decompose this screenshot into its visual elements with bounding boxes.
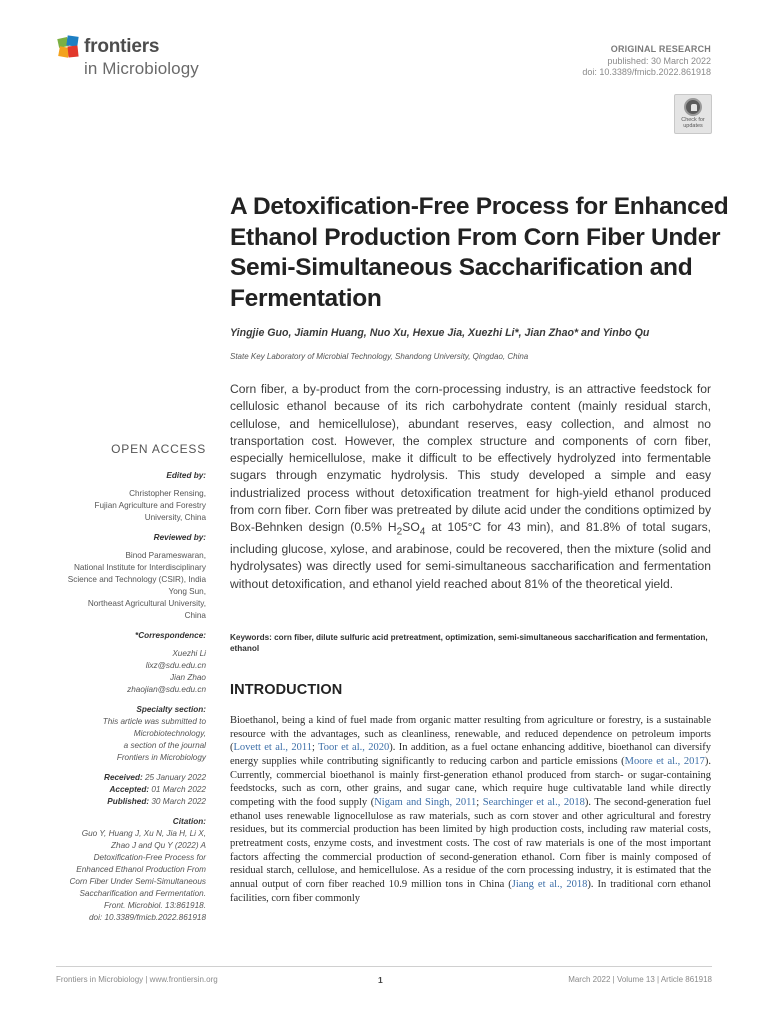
edited-by-label: Edited by: — [166, 471, 206, 480]
published-date: published: 30 March 2022 — [607, 55, 711, 66]
citation-link[interactable]: Nigam and Singh, 2011 — [374, 796, 477, 808]
footer-journal[interactable]: Frontiers in Microbiology | www.frontiersin.org — [56, 975, 218, 984]
article-type: ORIGINAL RESEARCH — [610, 44, 711, 54]
citation-line-3: Detoxification-Free Process for — [93, 853, 206, 862]
citation-link[interactable]: Moore et al., 2017 — [624, 755, 705, 767]
citation-link[interactable]: Jiang et al., 2018 — [511, 878, 588, 890]
abstract-subscript-1: 2 — [396, 526, 403, 538]
abstract-text-2: SO — [402, 520, 420, 535]
article-info-sidebar — [40, 470, 206, 924]
editor-affiliation-1: Fujian Agriculture and Forestry — [94, 501, 206, 510]
check-updates-label-2: updates — [683, 123, 703, 129]
open-access-label: OPEN ACCESS — [111, 442, 206, 456]
frontiers-logo-icon — [56, 34, 82, 60]
footer-issue: March 2022 | Volume 13 | Article 861918 — [568, 975, 712, 984]
abstract — [230, 381, 711, 593]
citation-line-4: Enhanced Ethanol Production From — [76, 865, 206, 874]
logo-wordmark: frontiers — [84, 36, 160, 57]
reviewer-1-affiliation-1: National Institute for Interdisciplinary — [74, 563, 206, 572]
reviewer-2-affiliation-2: China — [184, 611, 206, 620]
article-title: A Detoxification-Free Process for Enhanced Ethanol Production From Corn Fiber Under Semi-Simultaneous Saccharification and Fermentation — [230, 193, 729, 312]
abstract-text-1: Corn fiber, a by-product from the corn-processing industry, is an attractive feedstock for cellulosic ethanol because of its rich carbohydrate content (mainly residual starch, cellulose, and hemicellulose), abundant reserves, easy collection, and almost no transportation cost. However, the complex structure and components of corn fiber, especially hemicellulose, make it difficult to be effectively hydrolyzed into fermentable sugars through enzymatic hydrolysis. This study developed a simple and easy industrialized process without detoxification treatment for high-yield ethanol produced from corn fiber. Corn fiber was pretreated by dilute acid under the conditions optimized by Box-Behnken design (0.5% H — [230, 382, 711, 535]
reviewer-1-name: Binod Parameswaran, — [125, 551, 206, 560]
author-list: Yingjie Guo, Jiamin Huang, Nuo Xu, Hexue Jia, Xuezhi Li*, Jian Zhao* and Yinbo Qu — [230, 327, 650, 339]
journal-logo[interactable] — [56, 34, 216, 84]
accepted-date: Accepted: 01 March 2022 — [109, 785, 206, 794]
footer-divider — [56, 966, 712, 967]
citation-line-1: Guo Y, Huang J, Xu N, Jia H, Li X, — [81, 829, 206, 838]
citation-label: Citation: — [172, 817, 206, 826]
introduction-heading: INTRODUCTION — [230, 682, 343, 698]
corresponding-author-1: Xuezhi Li — [172, 649, 206, 658]
citation-line-8[interactable]: doi: 10.3389/fmicb.2022.861918 — [89, 913, 206, 922]
specialty-line-3: a section of the journal — [123, 741, 206, 750]
corresponding-author-2: Jian Zhao — [170, 673, 206, 682]
corresponding-email-2[interactable]: zhaojian@sdu.edu.cn — [127, 685, 206, 694]
published-label: Published: — [107, 797, 150, 806]
specialty-line-1: This article was submitted to — [102, 717, 206, 726]
reviewer-1-affiliation-2: Science and Technology (CSIR), India — [67, 575, 206, 584]
article-doi[interactable]: doi: 10.3389/fmicb.2022.861918 — [582, 67, 711, 77]
citation-link[interactable]: Toor et al., 2020 — [318, 742, 390, 754]
abstract-subscript-2: 4 — [419, 526, 426, 538]
specialty-section-label: Specialty section: — [136, 705, 206, 714]
editor-affiliation-2: University, China — [144, 513, 206, 522]
citation-line-7: Front. Microbiol. 13:861918. — [104, 901, 206, 910]
check-updates-label-1: Check for — [681, 117, 705, 123]
affiliation: State Key Laboratory of Microbial Technology, Shandong University, Qingdao, China — [230, 352, 529, 361]
citation-link[interactable]: Searchinger et al., 2018 — [482, 796, 585, 808]
introduction-body: Bioethanol, being a kind of fuel made from organic matter resulting from agriculture or forestry, is a sustainable resource with the advantages, such as cleanliness, renewable, and reduced dependence on petroleum imports (Lovett et al., 2011; Toor et al., 2020). In addition, as a fuel octane enhancing additive, bioethanol can diversify energy supplies while contributing significantly to reducing carbon and particle emissions (Moore et al., 2017). Currently, commercial bioethanol is mainly first-generation ethanol produced from starch- or sugar-containing feedstocks, such as corn, other grains, and sugar cane, which require huge cultivatable land while directly competing with the food supply (Nigam and Singh, 2011; Searchinger et al., 2018). The second-generation fuel ethanol uses renewable lignocellulose as raw materials, such as corn stover and other agricultural and forestry residues, but its commercial production has been limited by high production costs, including raw material costs, pretreatment costs, enzyme costs, and investment costs. The cost of raw materials is one of the most important factors affecting the commercial production of second-generation ethanol. Corn fiber is mainly composed of residual starch, cellulose, and hemicellulose. As a residue of the corn processing industry, it is estimated that the annual output of corn fiber reached 10.9 million tons in China (Jiang et al., 2018). In traditional corn ethanol facilities, corn fiber commonly — [230, 715, 712, 904]
citation-line-5: Corn Fiber Under Semi-Simultaneous — [69, 877, 206, 886]
reviewer-2-affiliation-1: Northeast Agricultural University, — [87, 599, 206, 608]
citation-line-2: Zhao J and Qu Y (2022) A — [111, 841, 206, 850]
accepted-label: Accepted: — [109, 785, 150, 794]
received-date: Received: 25 January 2022 — [104, 773, 206, 782]
published-date-sidebar: Published: 30 March 2022 — [107, 797, 206, 806]
specialty-line-4: Frontiers in Microbiology — [116, 753, 206, 762]
reviewed-by-label: Reviewed by: — [153, 533, 206, 542]
abstract-text-3: at 105°C for 43 min), and 81.8% of total sugars, including glucose, xylose, and arabinose, could be recovered, then the mixture (solid and hydrolysates) was directly used for semi-simultaneous saccharification and fermentation without detoxification, and ethanol yield reached about 81% of the theoretical yield. — [230, 520, 712, 591]
page-number: 1 — [378, 975, 383, 985]
logo-journal-name: in Microbiology — [84, 59, 199, 78]
check-updates-icon — [684, 98, 702, 116]
citation-line-6: Saccharification and Fermentation. — [79, 889, 206, 898]
citation-link[interactable]: Lovett et al., 2011 — [233, 742, 312, 754]
editor-name: Christopher Rensing, — [129, 489, 206, 498]
keywords: Keywords: corn fiber, dilute sulfuric acid pretreatment, optimization, semi-simultaneous saccharification and fermentation, ethanol — [230, 633, 708, 653]
specialty-line-2: Microbiotechnology, — [133, 729, 206, 738]
corresponding-email-1[interactable]: lixz@sdu.edu.cn — [145, 661, 206, 670]
check-for-updates-button[interactable] — [674, 94, 712, 134]
received-label: Received: — [104, 773, 143, 782]
correspondence-label: *Correspondence: — [135, 631, 206, 640]
article-meta — [582, 44, 711, 79]
reviewer-2-name: Yong Sun, — [168, 587, 206, 596]
